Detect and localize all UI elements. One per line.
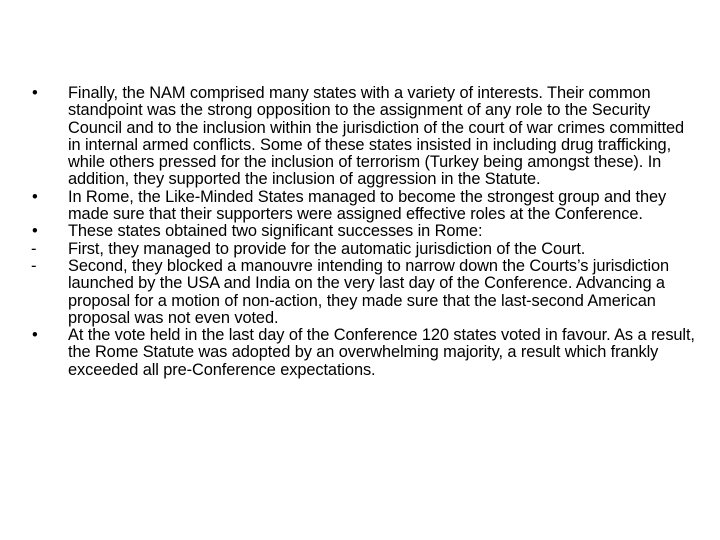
bullet-marker: • <box>32 326 38 345</box>
list-item <box>28 258 698 327</box>
list-item <box>28 223 698 240</box>
bullet-marker: • <box>32 222 38 241</box>
bullet-list <box>28 85 698 379</box>
dash-marker: - <box>31 256 37 275</box>
list-item <box>28 327 698 379</box>
list-item <box>28 85 698 189</box>
list-item-text: First, they managed to provide for the automatic jurisdiction of the Court. <box>68 239 586 258</box>
bullet-marker: • <box>32 84 38 102</box>
list-item <box>28 241 698 258</box>
list-item <box>28 189 698 224</box>
list-item-text: Second, they blocked a manouvre intending to narrow down the Courts’s jurisdiction launched by the USA and India on the very last day of the Conference. Advancing a proposal for a motion of non-action, they made sure that the last-second American proposal was not even voted. <box>68 256 670 327</box>
list-item-text: At the vote held in the last day of the Conference 120 states voted in favour. As a result, the Rome Statute was adopted by an overwhelming majority, a result which frankly exceeded all pre-Conference expectations. <box>68 326 695 379</box>
list-item-text: These states obtained two significant successes in Rome: <box>68 222 483 241</box>
list-item-text: In Rome, the Like-Minded States managed to become the strongest group and they made sure that their supporters were assigned effective roles at the Conference. <box>68 187 667 224</box>
list-item-text: Finally, the NAM comprised many states with a variety of interests. Their common standpoint was the strong opposition to the assignment of any role to the Security Council and to the inclusion within the jurisdiction of the court of war crimes committed in internal armed conflicts. Some of these states insisted in including drug trafficking, while others pressed for the inclusion of terrorism (Turkey being amongst these). In addition, they supported the inclusion of aggression in the Statute. <box>68 84 685 189</box>
dash-marker: - <box>31 239 37 258</box>
bullet-marker: • <box>32 187 38 206</box>
